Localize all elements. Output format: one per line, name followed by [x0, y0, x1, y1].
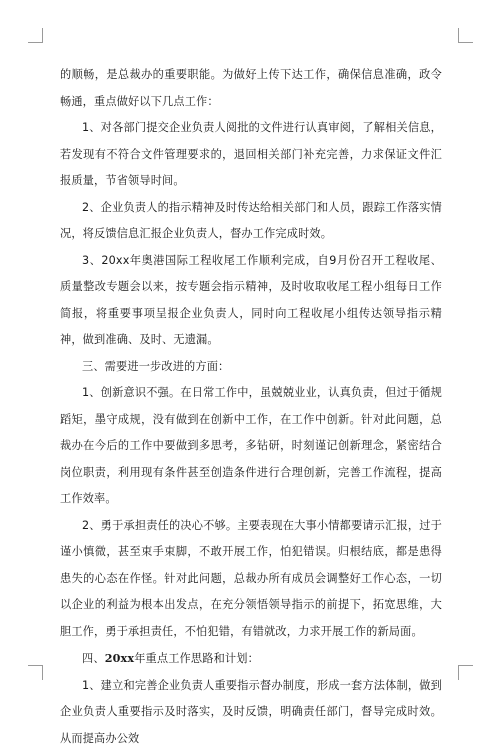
paragraph-improvement-1: 1、创新意识不强。在日常工作中，虽兢兢业业，认真负责，但过于循规蹈矩，墨守成规，没有做到在创新中工作，在工作中创新。针对此问题，总裁办在今后的工作中要做到多思考，多钻研，时刻谨记创新理念，紧密结合岗位职责，利用现有条件甚至创造条件进行合理创新，完善工作流程，提高工作效率。 — [60, 380, 442, 513]
document-body — [60, 62, 442, 752]
heading-suffix: 年重点工作思路和计划： — [134, 652, 259, 665]
paragraph-item-1: 1、对各部门提交企业负责人阅批的文件进行认真审阅，了解相关信息，若发现有不符合文件管理要求的，退回相关部门补充完善，力求保证文件汇报质量，节省领导时间。 — [60, 115, 442, 195]
crop-mark-bottom-left — [28, 665, 43, 680]
paragraph-item-3: 3、20xx年奥港国际工程收尾工作顺利完成，自9月份召开工程收尾、质量整改专题会以来，按专题会指示精神，及时收取收尾工程小组每日工作简报，将重要事项呈报企业负责人，同时向工程收尾小组传达领导指示精神，做到准确、及时、无遗漏。 — [60, 248, 442, 354]
crop-mark-top-right — [458, 28, 473, 43]
heading-prefix: 四、 — [82, 652, 105, 665]
section-heading-3: 三、需要进一步改进的方面： — [60, 354, 442, 381]
crop-mark-top-left — [28, 28, 43, 43]
heading-year: 20xx — [105, 651, 135, 665]
paragraph-continuation: 的顺畅，是总裁办的重要职能。为做好上传下达工作，确保信息准确，政令畅通，重点做好以下几点工作： — [60, 62, 442, 115]
paragraph-item-2: 2、企业负责人的指示精神及时传达给相关部门和人员，跟踪工作落实情况，将反馈信息汇报企业负责人，督办工作完成时效。 — [60, 195, 442, 248]
section-heading-4 — [60, 645, 442, 673]
crop-mark-bottom-right — [458, 665, 473, 680]
paragraph-improvement-2: 2、勇于承担责任的决心不够。主要表现在大事小情都要请示汇报，过于谨小慎微，甚至束手束脚，不敢开展工作，怕犯错误。归根结底，都是患得患失的心态在作怪。针对此问题，总裁办所有成员会调整好工作心态，一切以企业的利益为根本出发点，在充分领悟领导指示的前提下，拓宽思维，大胆工作，勇于承担责任，不怕犯错，有错就改，力求开展工作的新局面。 — [60, 513, 442, 646]
paragraph-plan-1: 1、建立和完善企业负责人重要指示督办制度，形成一套方法体制，做到企业负责人重要指示及时落实，及时反馈，明确责任部门，督导完成时效。从而提高办公效 — [60, 673, 442, 752]
